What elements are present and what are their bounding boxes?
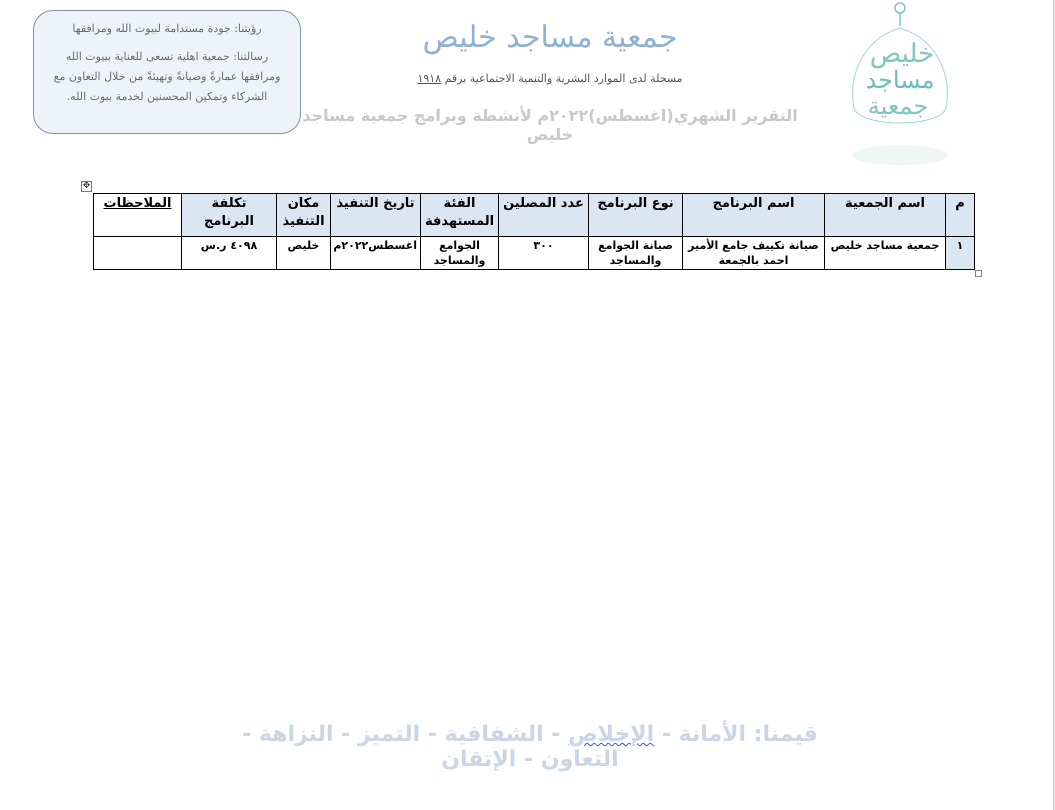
cell-program-type[interactable]: صيانة الجوامع والمساجد <box>589 237 683 270</box>
header-program-type: نوع البرنامج <box>589 194 683 237</box>
logo-reflection <box>852 145 948 165</box>
report-table <box>93 193 975 270</box>
org-logo <box>840 0 960 170</box>
cell-association[interactable]: جمعية مساجد خليص <box>825 237 946 270</box>
header-place: مكان التنفيذ <box>277 194 331 237</box>
cell-target[interactable]: الجوامع والمساجد <box>421 237 499 270</box>
logo-word-1: خليص <box>869 39 935 69</box>
cell-date[interactable]: اغسطس٢٠٢٢م <box>331 237 421 270</box>
logo-word-2: مساجد <box>865 66 935 94</box>
cell-cost[interactable]: ٤٠٩٨ ر.س <box>182 237 277 270</box>
table-header-row <box>94 194 975 237</box>
header-cost: تكلفة البرنامج <box>182 194 277 237</box>
header-association: اسم الجمعية <box>825 194 946 237</box>
vision-text: رؤيتنا: جودة مستدامة لبيوت الله ومرافقها <box>72 22 262 35</box>
cell-worshippers[interactable]: ٣٠٠ <box>499 237 589 270</box>
header-target: الفئة المستهدفة <box>421 194 499 237</box>
header-worshippers: عدد المصلين <box>499 194 589 237</box>
header-program-name: اسم البرنامج <box>683 194 825 237</box>
cell-program-name[interactable]: صيانة تكييف جامع الأمير احمد بالجمعة <box>683 237 825 270</box>
report-title: التقرير الشهري(اغسطس)٢٠٢٢م لأنشطة وبرامج جمعية مساجد خليص <box>302 106 798 144</box>
cell-notes[interactable] <box>94 237 182 270</box>
cell-num[interactable]: ١ <box>946 237 975 270</box>
values-suffix: - الشفافية - التميز - النزاهة - التعاون - الإتقان <box>242 722 619 772</box>
footer-values <box>200 722 860 772</box>
org-title: جمعية مساجد خليص <box>422 20 678 55</box>
vision-mission-box <box>33 10 301 134</box>
crescent-icon <box>895 3 905 13</box>
values-prefix: قيمنا: الأمانة - <box>654 722 818 747</box>
mission-text: رسالتنا: جمعية اهلية تسعى للعناية ببيوت الله ومرافقها عمارةً وصيانةً وتهيئةً من خلال التعاون مع الشركاء وتمكين المحسنين لخدمة بيوت الله. <box>53 50 281 103</box>
registration-prefix: مسجلة لدى الموارد البشرية والتنمية الاجتماعية برقم <box>444 72 683 85</box>
header-num: م <box>946 194 975 237</box>
registration-number: ١٩١٨ <box>417 72 442 85</box>
header-date: تاريخ التنفيذ <box>331 194 421 237</box>
registration-line <box>380 72 720 85</box>
table-row <box>94 237 975 270</box>
move-icon[interactable]: ✥ <box>82 181 91 191</box>
header-notes: الملاحظات <box>94 194 182 237</box>
logo-word-3: جمعية <box>867 92 929 120</box>
cell-place[interactable]: خليص <box>277 237 331 270</box>
table-resize-handle[interactable] <box>975 270 982 277</box>
values-spellcheck-word[interactable]: الإخلاص <box>568 722 655 747</box>
